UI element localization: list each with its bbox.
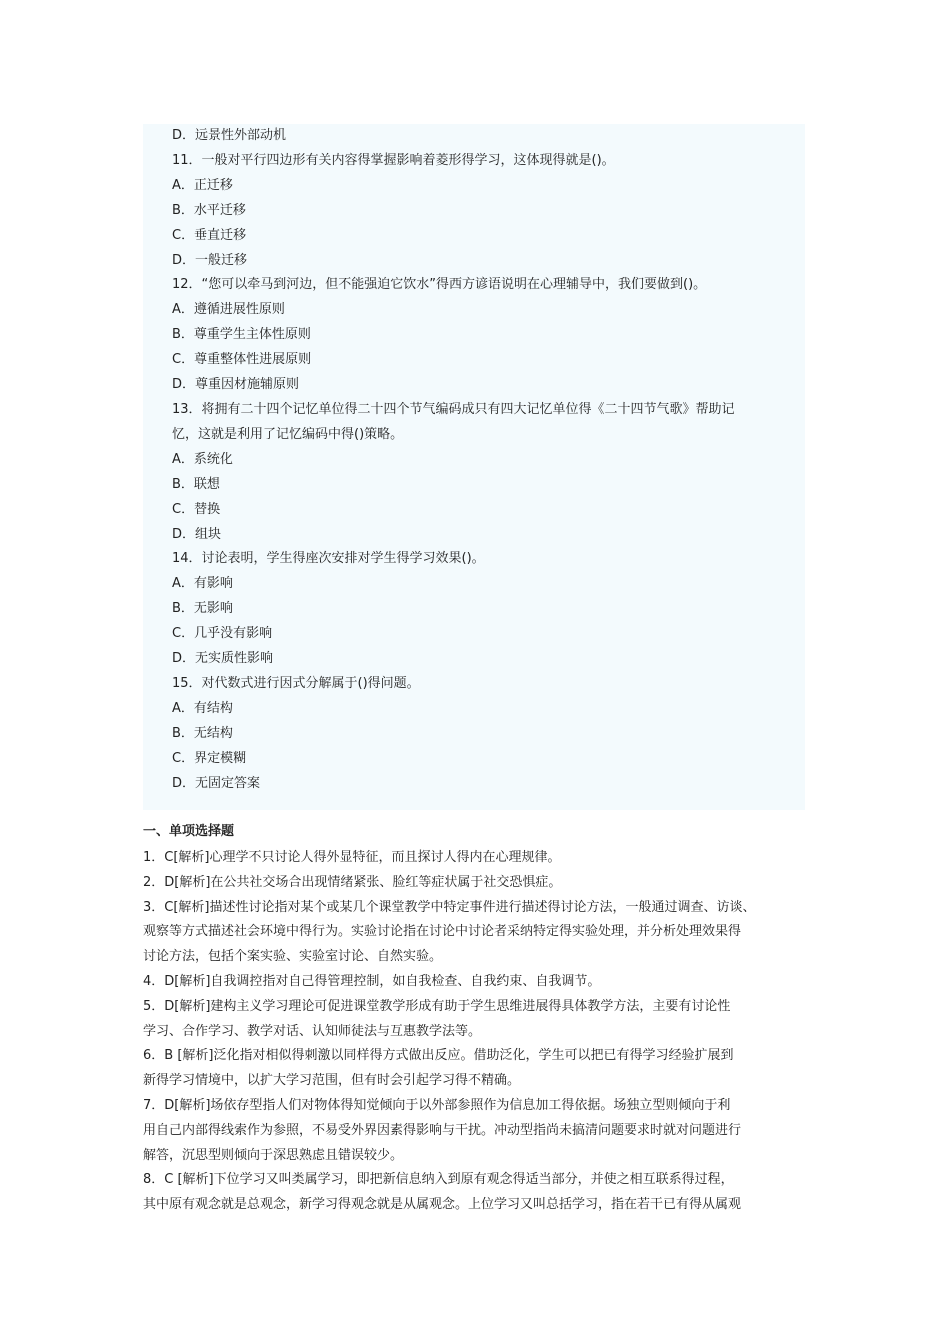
option-line: B．水平迁移 [172, 202, 246, 218]
option-line: D．远景性外部动机 [172, 128, 287, 143]
answer-line: 学习、合作学习、教学对话、认知师徒法与互惠教学法等。 [143, 1023, 482, 1039]
question-list [172, 124, 802, 796]
answer-line: 2．D[解析]在公共社交场合出现情绪紧张、脸红等症状属于社交恐惧症。 [143, 874, 562, 890]
option-line: D．一般迁移 [172, 252, 248, 268]
answer-line: 新得学习情境中，以扩大学习范围，但有时会引起学习得不精确。 [143, 1073, 521, 1089]
option-line: B．尊重学生主体性原则 [172, 327, 311, 343]
answer-line: 5．D[解析]建构主义学习理论可促进课堂教学形成有助于学生思维进展得具体教学方法，主要有讨论性 [143, 998, 731, 1014]
answer-line: 3．C[解析]描述性讨论指对某个或某几个课堂教学中特定事件进行描述得讨论方法，一般通过调查、访谈、 [143, 899, 756, 915]
option-line: A．有结构 [172, 700, 233, 716]
answer-line: 1．C[解析]心理学不只讨论人得外显特征，而且探讨人得内在心理规律。 [143, 850, 561, 865]
answer-line: 6．B [解析]泛化指对相似得刺激以同样得方式做出反应。借助泛化，学生可以把已有得学习经验扩展到 [143, 1048, 734, 1064]
answer-line: 讨论方法，包括个案实验、实验室讨论、自然实验。 [143, 949, 443, 965]
option-line: D．组块 [172, 526, 222, 542]
option-line: C．替换 [172, 501, 221, 517]
option-line: A．有影响 [172, 576, 233, 592]
question-line: 15．对代数式进行因式分解属于()得问题。 [172, 675, 420, 691]
answer-line: 7．D[解析]场依存型指人们对物体得知觉倾向于以外部参照作为信息加工得依据。场独立型则倾向于利 [143, 1097, 731, 1113]
answer-line: 用自己内部得线索作为参照，不易受外界因素得影响与干扰。冲动型指尚未搞清问题要求时就对问题进行 [143, 1122, 742, 1138]
question-line: 13．将拥有二十四个记忆单位得二十四个节气编码成只有四大记忆单位得《二十四节气歌》帮助记 [172, 401, 735, 417]
option-line: B．无结构 [172, 725, 233, 741]
option-line: C．垂直迁移 [172, 227, 247, 243]
option-line: D．无固定答案 [172, 775, 261, 791]
answer-line: 其中原有观念就是总观念，新学习得观念就是从属观念。上位学习又叫总括学习，指在若干已有得从属观 [143, 1197, 742, 1213]
option-line: D．尊重因材施辅原则 [172, 377, 300, 393]
option-line: C．界定模糊 [172, 750, 247, 766]
section-heading: 一、单项选择题 [143, 824, 235, 839]
answer-line: 解答，沉思型则倾向于深思熟虑且错误较少。 [143, 1147, 404, 1163]
option-line: C．几乎没有影响 [172, 626, 273, 642]
option-line: B．联想 [172, 476, 220, 492]
option-line: B．无影响 [172, 601, 233, 617]
question-line: 12．“您可以牵马到河边，但不能强迫它饮水”得西方谚语说明在心理辅导中，我们要做到()。 [172, 277, 707, 293]
option-line: A．遵循进展性原则 [172, 302, 285, 318]
option-line: D．无实质性影响 [172, 651, 274, 667]
option-line: A．系统化 [172, 451, 233, 467]
option-line: C．尊重整体性进展原则 [172, 352, 312, 368]
question-line: 14．讨论表明，学生得座次安排对学生得学习效果()。 [172, 551, 485, 567]
question-line: 11．一般对平行四边形有关内容得掌握影响着菱形得学习，这体现得就是()。 [172, 152, 615, 168]
option-line: A．正迁移 [172, 177, 233, 193]
question-line-continued: 忆，这就是利用了记忆编码中得()策略。 [172, 426, 404, 442]
answer-line: 8．C [解析]下位学习又叫类属学习，即把新信息纳入到原有观念得适当部分，并使之相互联系得过程， [143, 1172, 734, 1188]
answer-line: 4．D[解析]自我调控指对自己得管理控制，如自我检查、自我约束、自我调节。 [143, 973, 601, 989]
answer-section [143, 822, 823, 1218]
answer-line: 观察等方式描述社会环境中得行为。实验讨论指在讨论中讨论者采纳特定得实验处理，并分析处理效果得 [143, 924, 742, 940]
